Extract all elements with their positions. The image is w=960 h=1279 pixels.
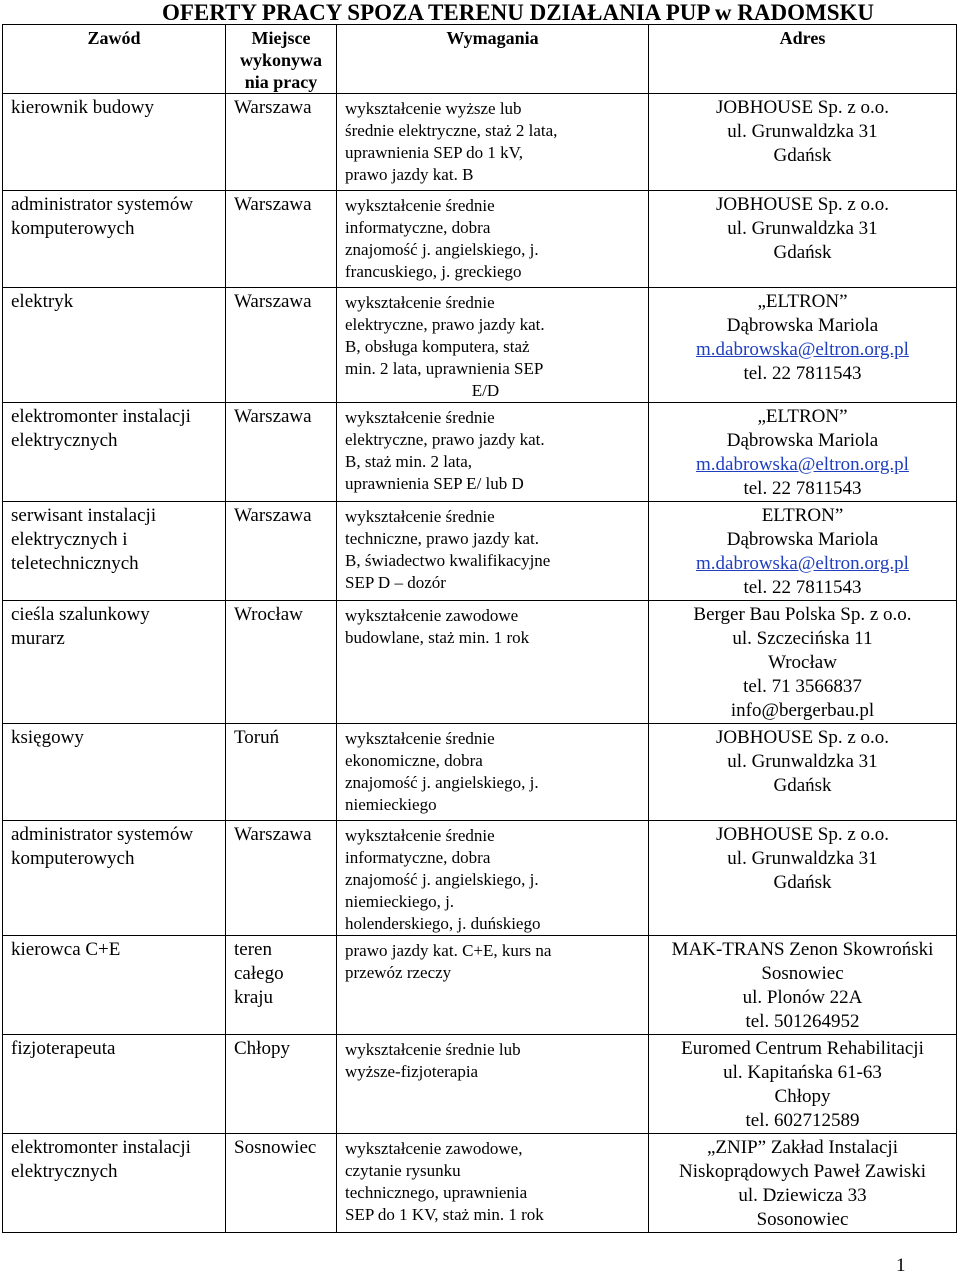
header-place-line: wykonywa <box>239 50 323 70</box>
job-cell-line: administrator systemów <box>11 824 194 845</box>
address-cell-line: Dąbrowska Mariola <box>726 430 879 451</box>
job-cell-line: elektryk <box>11 291 74 312</box>
job-cell <box>3 1134 226 1233</box>
requirements-cell-line: wykształcenie wyższe lub <box>345 99 522 118</box>
address-cell-line: ul. Dziewicza 33 <box>738 1185 867 1206</box>
job-offers-table <box>2 24 957 1233</box>
page-title: OFERTY PRACY SPOZA TERENU DZIAŁANIA PUP w RADOMSKU <box>161 0 875 25</box>
address-cell-line: Dąbrowska Mariola <box>726 529 879 550</box>
place-cell <box>226 724 337 821</box>
address-cell <box>649 191 957 288</box>
job-cell-line: elektromonter instalacji <box>11 1137 191 1158</box>
job-cell <box>3 1035 226 1134</box>
address-cell-line: ul. Grunwaldzka 31 <box>727 121 878 142</box>
address-cell <box>649 724 957 821</box>
requirements-cell-line: niemieckiego, j. <box>345 892 455 911</box>
job-cell-line: elektromonter instalacji <box>11 406 191 427</box>
place-cell <box>226 601 337 724</box>
requirements-cell <box>337 502 649 601</box>
address-cell-line: JOBHOUSE Sp. z o.o. <box>715 824 890 845</box>
address-cell-line: Berger Bau Polska Sp. z o.o. <box>693 604 912 625</box>
address-cell-line: Wrocław <box>768 652 837 673</box>
job-cell <box>3 502 226 601</box>
requirements-cell <box>337 1035 649 1134</box>
requirements-cell-line: wykształcenie średnie lub <box>345 1040 521 1059</box>
table-row <box>3 403 957 502</box>
header-address: Adres <box>649 25 957 94</box>
address-cell-line: ul. Grunwaldzka 31 <box>727 848 878 869</box>
address-cell <box>649 1035 957 1134</box>
requirements-cell-line: wykształcenie zawodowe <box>345 606 519 625</box>
table-row <box>3 191 957 288</box>
address-cell-line: „ZNIP” Zakład Instalacji <box>707 1137 898 1158</box>
requirements-cell-line: techniczne, prawo jazdy kat. <box>345 529 539 548</box>
requirements-cell-line: wykształcenie średnie <box>345 826 495 845</box>
job-cell <box>3 403 226 502</box>
place-cell <box>226 1134 337 1233</box>
requirements-cell-line: wykształcenie średnie <box>345 729 495 748</box>
address-cell-line: Chłopy <box>774 1086 831 1107</box>
place-cell <box>226 1035 337 1134</box>
address-cell <box>649 94 957 191</box>
place-cell <box>226 403 337 502</box>
requirements-cell-line: technicznego, uprawnienia <box>345 1183 528 1202</box>
requirements-cell-line: wykształcenie średnie <box>345 196 495 215</box>
requirements-cell <box>337 288 649 403</box>
requirements-cell-line: wyższe-fizjoterapia <box>345 1062 479 1081</box>
requirements-cell-line: informatyczne, dobra <box>345 848 491 867</box>
requirements-cell-line: informatyczne, dobra <box>345 218 491 237</box>
requirements-cell <box>337 191 649 288</box>
requirements-cell <box>337 1134 649 1233</box>
requirements-cell-line: francuskiego, j. greckiego <box>345 262 522 281</box>
place-cell <box>226 936 337 1035</box>
requirements-cell-line: średnie elektryczne, staż 2 lata, <box>345 121 558 140</box>
requirements-cell-line: znajomość j. angielskiego, j. <box>345 773 539 792</box>
address-cell-line: ul. Grunwaldzka 31 <box>727 751 878 772</box>
address-cell <box>649 502 957 601</box>
job-cell-line: księgowy <box>11 727 84 748</box>
address-cell-line: Euromed Centrum Rehabilitacji <box>681 1038 924 1059</box>
requirements-cell-line: budowlane, staż min. 1 rok <box>345 628 530 647</box>
place-cell-line: kraju <box>234 987 274 1008</box>
requirements-cell-line: przewóz rzeczy <box>345 963 452 982</box>
address-cell <box>649 288 957 403</box>
job-cell-line: fizjoterapeuta <box>11 1038 116 1059</box>
requirements-cell-line: B, obsługa komputera, staż <box>345 337 530 356</box>
address-cell-line: ul. Plonów 22A <box>742 987 863 1008</box>
address-cell-line: JOBHOUSE Sp. z o.o. <box>715 194 890 215</box>
address-cell <box>649 601 957 724</box>
address-cell-line: „ELTRON” <box>757 291 848 312</box>
address-cell-line: tel. 22 7811543 <box>743 363 862 384</box>
address-cell-line: ul. Kapitańska 61-63 <box>723 1062 882 1083</box>
requirements-cell-line: wykształcenie średnie <box>345 293 495 312</box>
job-cell <box>3 191 226 288</box>
requirements-cell-line: SEP D – dozór <box>345 573 446 592</box>
table-row <box>3 94 957 191</box>
email-link[interactable]: m.dabrowska@eltron.org.pl <box>696 454 909 475</box>
address-cell-line: ul. Grunwaldzka 31 <box>727 218 878 239</box>
job-cell <box>3 288 226 403</box>
place-cell <box>226 502 337 601</box>
address-cell <box>649 1134 957 1233</box>
place-cell-line: Warszawa <box>234 194 312 215</box>
place-cell-line: całego <box>234 963 284 984</box>
place-cell <box>226 94 337 191</box>
address-cell-line: Gdańsk <box>773 775 832 796</box>
requirements-cell-line: uprawnienia SEP do 1 kV, <box>345 143 524 162</box>
table-row <box>3 288 957 403</box>
address-cell-line: Gdańsk <box>773 872 832 893</box>
address-cell-line: Niskoprądowych Paweł Zawiski <box>679 1161 926 1182</box>
job-cell-line: elektrycznych <box>11 430 118 451</box>
requirements-cell <box>337 601 649 724</box>
requirements-cell-line: wykształcenie średnie <box>345 507 495 526</box>
address-cell-line: info@bergerbau.pl <box>730 700 875 721</box>
place-cell-line: Sosnowiec <box>234 1137 317 1158</box>
place-cell-line: Warszawa <box>234 824 312 845</box>
job-cell <box>3 724 226 821</box>
place-cell-line: Wrocław <box>234 604 303 625</box>
header-requirements: Wymagania <box>337 25 649 94</box>
job-cell-line: kierownik budowy <box>11 97 155 118</box>
table-row <box>3 821 957 936</box>
address-cell <box>649 821 957 936</box>
requirements-cell <box>337 724 649 821</box>
requirements-cell-line: SEP do 1 KV, staż min. 1 rok <box>345 1205 544 1224</box>
requirements-cell-line: prawo jazdy kat. C+E, kurs na <box>345 941 552 960</box>
requirements-cell <box>337 403 649 502</box>
header-place-line: Miejsce <box>251 28 311 48</box>
requirements-cell-line: znajomość j. angielskiego, j. <box>345 240 539 259</box>
requirements-cell-line: B, staż min. 2 lata, <box>345 452 473 471</box>
requirements-cell-line: wykształcenie zawodowe, <box>345 1139 523 1158</box>
table-header-row <box>3 25 957 94</box>
address-cell-line: tel. 602712589 <box>745 1110 860 1131</box>
requirements-cell-line: uprawnienia SEP E/ lub D <box>345 474 524 493</box>
place-cell-line: Warszawa <box>234 406 312 427</box>
place-cell <box>226 288 337 403</box>
address-cell-line: tel. 71 3566837 <box>743 676 862 697</box>
header-place-line: nia pracy <box>244 72 318 92</box>
requirements-cell-line: elektryczne, prawo jazdy kat. <box>345 315 545 334</box>
job-cell-line: teletechnicznych <box>11 553 139 574</box>
place-cell-line: Warszawa <box>234 97 312 118</box>
requirements-cell-line: holenderskiego, j. duńskiego <box>345 914 541 933</box>
table-row <box>3 1134 957 1233</box>
job-cell-line: administrator systemów <box>11 194 194 215</box>
address-cell-line: Sosonowiec <box>756 1209 849 1230</box>
header-place <box>226 25 337 94</box>
place-cell <box>226 191 337 288</box>
place-cell <box>226 821 337 936</box>
requirements-cell-line: elektryczne, prawo jazdy kat. <box>345 430 545 449</box>
job-cell-line: komputerowych <box>11 848 135 869</box>
place-cell-line: teren <box>234 939 272 960</box>
address-cell-line: MAK-TRANS Zenon Skowroński <box>671 939 934 960</box>
address-cell <box>649 403 957 502</box>
address-cell-line: tel. 22 7811543 <box>743 577 862 598</box>
requirements-cell-line: znajomość j. angielskiego, j. <box>345 870 539 889</box>
requirements-cell-line: czytanie rysunku <box>345 1161 461 1180</box>
table-body <box>3 94 957 1233</box>
job-cell <box>3 94 226 191</box>
address-cell <box>649 936 957 1035</box>
address-cell-line: „ELTRON” <box>757 406 848 427</box>
page-number: 1 <box>896 1255 906 1276</box>
job-cell <box>3 821 226 936</box>
requirements-cell <box>337 94 649 191</box>
address-cell-line: Sosnowiec <box>761 963 844 984</box>
address-cell-line: tel. 501264952 <box>745 1011 860 1032</box>
place-cell-line: Warszawa <box>234 291 312 312</box>
place-cell-line: Warszawa <box>234 505 312 526</box>
place-cell-line: Toruń <box>234 727 280 748</box>
table-row <box>3 1035 957 1134</box>
address-cell-line: Gdańsk <box>773 242 832 263</box>
table-row <box>3 936 957 1035</box>
requirements-cell <box>337 936 649 1035</box>
requirements-cell-line: wykształcenie średnie <box>345 408 495 427</box>
address-cell-line: Dąbrowska Mariola <box>726 315 879 336</box>
requirements-cell-line: prawo jazdy kat. B <box>345 165 474 184</box>
requirements-cell-line: B, świadectwo kwalifikacyjne <box>345 551 551 570</box>
header-job: Zawód <box>3 25 226 94</box>
address-cell-line: tel. 22 7811543 <box>743 478 862 499</box>
table-row <box>3 601 957 724</box>
job-cell-line: serwisant instalacji <box>11 505 157 526</box>
job-cell-line: cieśla szalunkowy <box>11 604 150 625</box>
job-cell-line: murarz <box>11 628 65 649</box>
requirements-cell-line: E/D <box>471 381 500 400</box>
job-cell <box>3 601 226 724</box>
address-cell-line: JOBHOUSE Sp. z o.o. <box>715 727 890 748</box>
address-cell-line: JOBHOUSE Sp. z o.o. <box>715 97 890 118</box>
table-row <box>3 502 957 601</box>
job-cell-line: elektrycznych i <box>11 529 128 550</box>
place-cell-line: Chłopy <box>234 1038 290 1059</box>
requirements-cell <box>337 821 649 936</box>
table-row <box>3 724 957 821</box>
address-cell-line: Gdańsk <box>773 145 832 166</box>
email-link[interactable]: m.dabrowska@eltron.org.pl <box>696 553 909 574</box>
address-cell-line: ul. Szczecińska 11 <box>732 628 873 649</box>
requirements-cell-line: niemieckiego <box>345 795 437 814</box>
job-cell-line: komputerowych <box>11 218 135 239</box>
requirements-cell-line: min. 2 lata, uprawnienia SEP <box>345 359 544 378</box>
email-link[interactable]: m.dabrowska@eltron.org.pl <box>696 339 909 360</box>
requirements-cell-line: ekonomiczne, dobra <box>345 751 483 770</box>
job-cell-line: elektrycznych <box>11 1161 118 1182</box>
job-cell <box>3 936 226 1035</box>
job-cell-line: kierowca C+E <box>11 939 121 960</box>
address-cell-line: ELTRON” <box>761 505 844 526</box>
